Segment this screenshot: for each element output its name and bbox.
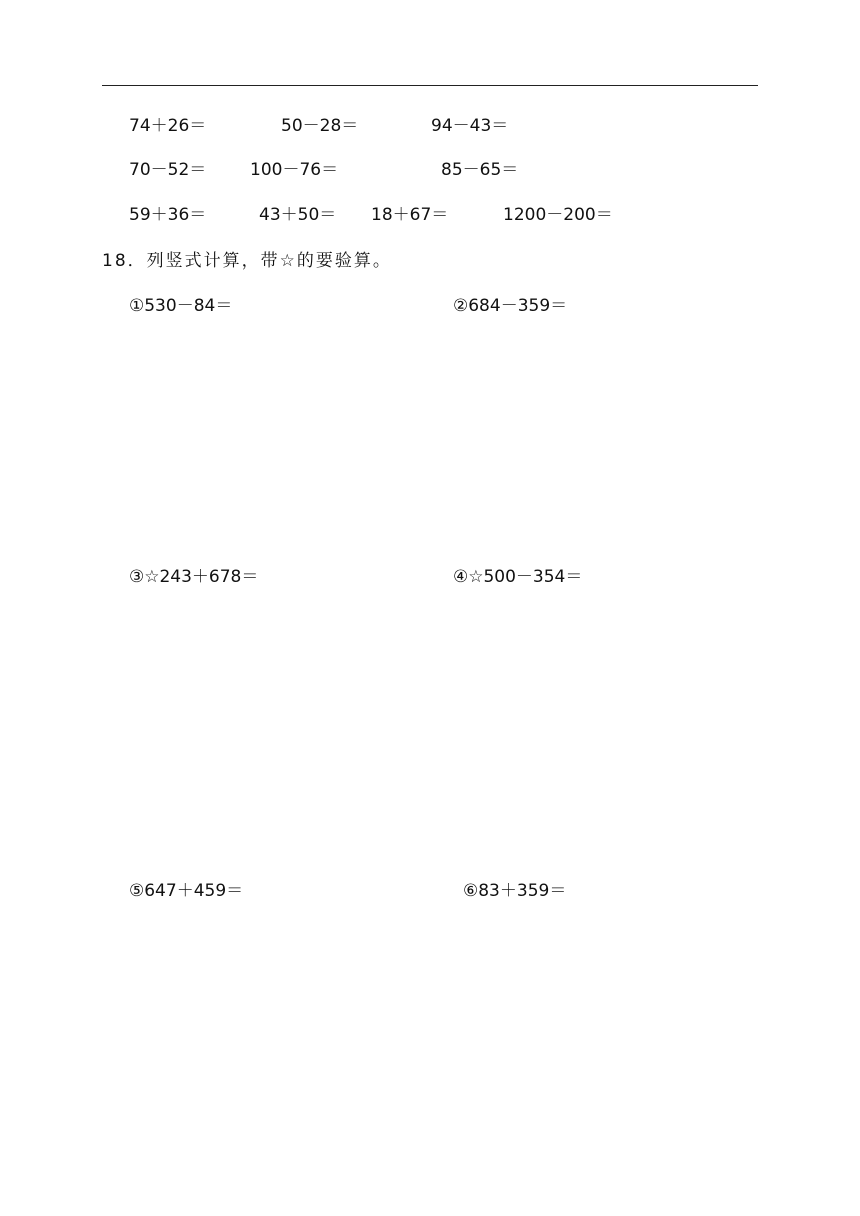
vertical-problem-5: ⑤647＋459＝	[129, 881, 244, 901]
oral-problem: 94－43＝	[431, 116, 509, 136]
oral-problem: 85－65＝	[441, 160, 519, 180]
oral-problem: 70－52＝	[129, 160, 207, 180]
oral-problem: 59＋36＝	[129, 205, 207, 225]
oral-problem: 43＋50＝	[259, 205, 337, 225]
oral-problem: 18＋67＝	[371, 205, 449, 225]
vertical-problem-3: ③☆243＋678＝	[129, 567, 259, 587]
oral-problem: 50－28＝	[281, 116, 359, 136]
oral-problem: 1200－200＝	[503, 205, 613, 225]
vertical-problem-6: ⑥83＋359＝	[463, 881, 567, 901]
oral-problem: 74＋26＝	[129, 116, 207, 136]
vertical-problem-4: ④☆500－354＝	[453, 567, 583, 587]
vertical-problem-1: ①530－84＝	[129, 296, 233, 316]
question-heading: 18．列竖式计算，带☆的要验算。	[102, 251, 392, 271]
oral-problem: 100－76＝	[250, 160, 339, 180]
vertical-problem-2: ②684－359＝	[453, 296, 568, 316]
header-rule	[102, 85, 758, 86]
